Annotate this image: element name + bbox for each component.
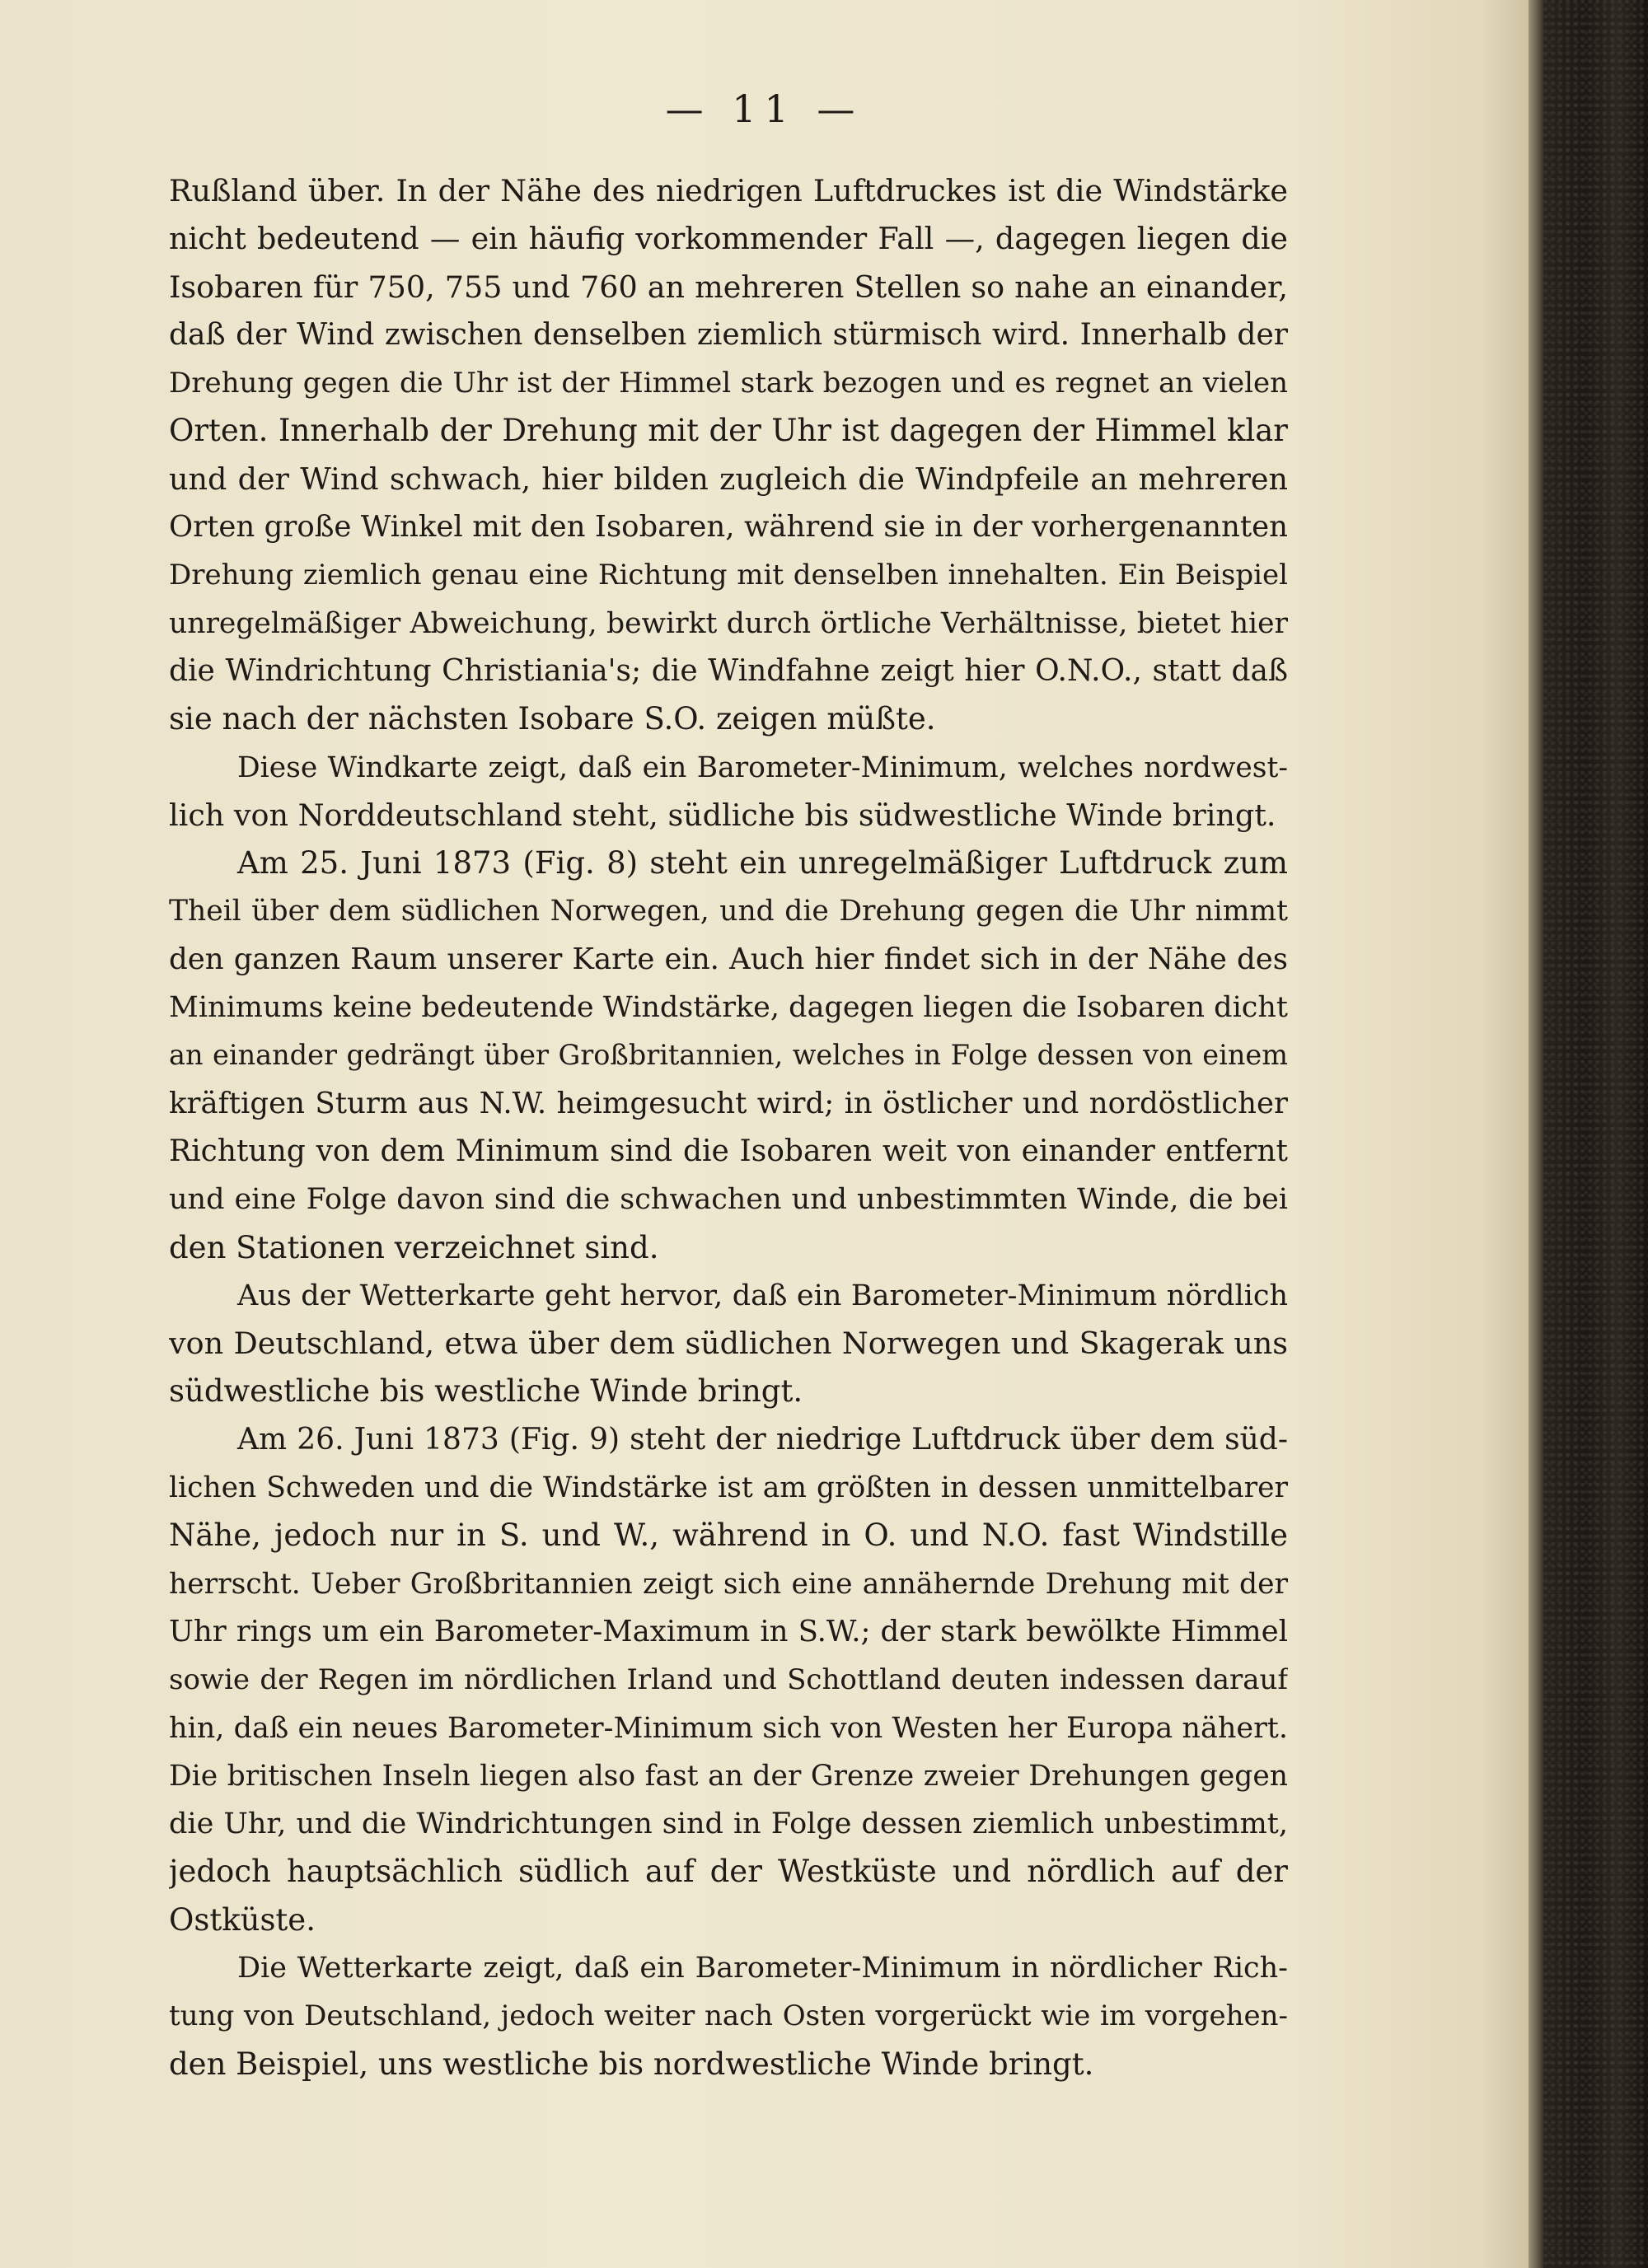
text-line: Drehung ziemlich genau eine Richtung mit denselben innehalten. Ein Beispiel bbox=[169, 559, 1288, 592]
text-line: Uhr rings um ein Barometer-Maximum in S.W.; der stark bewölkte Himmel bbox=[169, 1614, 1288, 1648]
paragraph-start-line: Am 25. Juni 1873 (Fig. 8) steht ein unregelmäßiger Luftdruck zum bbox=[237, 845, 1288, 881]
text-line: und eine Folge davon sind die schwachen und unbestimmten Winde, die bei bbox=[169, 1183, 1288, 1217]
text-line: an einander gedrängt über Großbritannien, welches in Folge dessen von einem bbox=[169, 1039, 1288, 1072]
page-number: — 11 — bbox=[665, 87, 864, 131]
text-line: Theil über dem südlichen Norwegen, und die Drehung gegen die Uhr nimmt bbox=[169, 895, 1288, 928]
text-line: die Windrichtung Christiania's; die Windfahne zeigt hier O.N.O., statt daß bbox=[169, 653, 1288, 688]
text-line: tung von Deutschland, jedoch weiter nach Osten vorgerückt wie im vorgehen- bbox=[169, 1999, 1288, 2033]
body-text bbox=[169, 167, 1288, 2088]
text-line: hin, daß ein neues Barometer-Minimum sich von Westen her Europa nähert. bbox=[169, 1711, 1288, 1745]
text-line: Rußland über. In der Nähe des niedrigen Luftdruckes ist die Windstärke bbox=[169, 173, 1288, 208]
text-line: sowie der Regen im nördlichen Irland und Schottland deuten indessen darauf bbox=[169, 1663, 1288, 1697]
text-line: Orten große Winkel mit den Isobaren, während sie in der vorhergenannten bbox=[169, 510, 1288, 545]
book-binding bbox=[1543, 0, 1648, 2268]
text-line: Drehung gegen die Uhr ist der Himmel stark bezogen und es regnet an vielen bbox=[169, 367, 1288, 400]
text-line: Die britischen Inseln liegen also fast an der Grenze zweier Drehungen gegen bbox=[169, 1759, 1288, 1793]
paragraph-start-line: Am 26. Juni 1873 (Fig. 9) steht der niedrige Luftdruck über dem süd- bbox=[237, 1422, 1288, 1457]
text-line: daß der Wind zwischen denselben ziemlich stürmisch wird. Innerhalb der bbox=[169, 317, 1288, 352]
text-line: jedoch hauptsächlich südlich auf der Westküste und nördlich auf der bbox=[169, 1854, 1288, 1890]
paragraph-end-line: lich von Norddeutschland steht, südliche bis südwestliche Winde bringt. bbox=[169, 797, 1276, 833]
paragraph-end-line: den Beispiel, uns westliche bis nordwestliche Winde bringt. bbox=[169, 2046, 1094, 2082]
paragraph-end-line: südwestliche bis westliche Winde bringt. bbox=[169, 1373, 803, 1410]
text-line: und der Wind schwach, hier bilden zugleich die Windpfeile an mehreren bbox=[169, 461, 1288, 497]
text-line: Isobaren für 750, 755 und 760 an mehreren Stellen so nahe an einander, bbox=[169, 269, 1288, 305]
text-line: Nähe, jedoch nur in S. und W., während in O. und N.O. fast Windstille bbox=[169, 1517, 1288, 1554]
paragraph-end-line: sie nach der nächsten Isobare S.O. zeigen müßte. bbox=[169, 701, 936, 737]
text-line: den ganzen Raum unserer Karte ein. Auch hier findet sich in der Nähe des bbox=[169, 942, 1288, 976]
text-line: Orten. Innerhalb der Drehung mit der Uhr ist dagegen der Himmel klar bbox=[169, 413, 1288, 449]
paragraph-end-line: Ostküste. bbox=[169, 1901, 316, 1938]
text-line: kräftigen Sturm aus N.W. heimgesucht wird; in östlicher und nordöstlicher bbox=[169, 1086, 1288, 1120]
paragraph-start-line: Diese Windkarte zeigt, daß ein Barometer-Minimum, welches nordwest- bbox=[237, 751, 1288, 784]
text-line: herrscht. Ueber Großbritannien zeigt sich eine annähernde Drehung mit der bbox=[169, 1567, 1288, 1601]
paragraph-end-line: den Stationen verzeichnet sind. bbox=[169, 1229, 659, 1265]
paragraph-start-line: Aus der Wetterkarte geht hervor, daß ein Barometer-Minimum nördlich bbox=[237, 1279, 1288, 1312]
text-line: lichen Schweden und die Windstärke ist am größten in dessen unmittelbarer bbox=[169, 1471, 1288, 1505]
paragraph-start-line: Die Wetterkarte zeigt, daß ein Barometer-Minimum in nördlicher Rich- bbox=[237, 1951, 1288, 1985]
text-line: von Deutschland, etwa über dem südlichen Norwegen und Skagerak uns bbox=[169, 1326, 1288, 1362]
text-line: Richtung von dem Minimum sind die Isobaren weit von einander entfernt bbox=[169, 1134, 1288, 1168]
text-line: die Uhr, und die Windrichtungen sind in Folge dessen ziemlich unbestimmt, bbox=[169, 1807, 1288, 1841]
text-line: unregelmäßiger Abweichung, bewirkt durch örtliche Verhältnisse, bietet hier bbox=[169, 606, 1288, 640]
page-edge-shadow bbox=[1529, 0, 1543, 2268]
text-line: Minimums keine bedeutende Windstärke, dagegen liegen die Isobaren dicht bbox=[169, 991, 1288, 1025]
text-line: nicht bedeutend — ein häufig vorkommender Fall —, dagegen liegen die bbox=[169, 221, 1288, 257]
